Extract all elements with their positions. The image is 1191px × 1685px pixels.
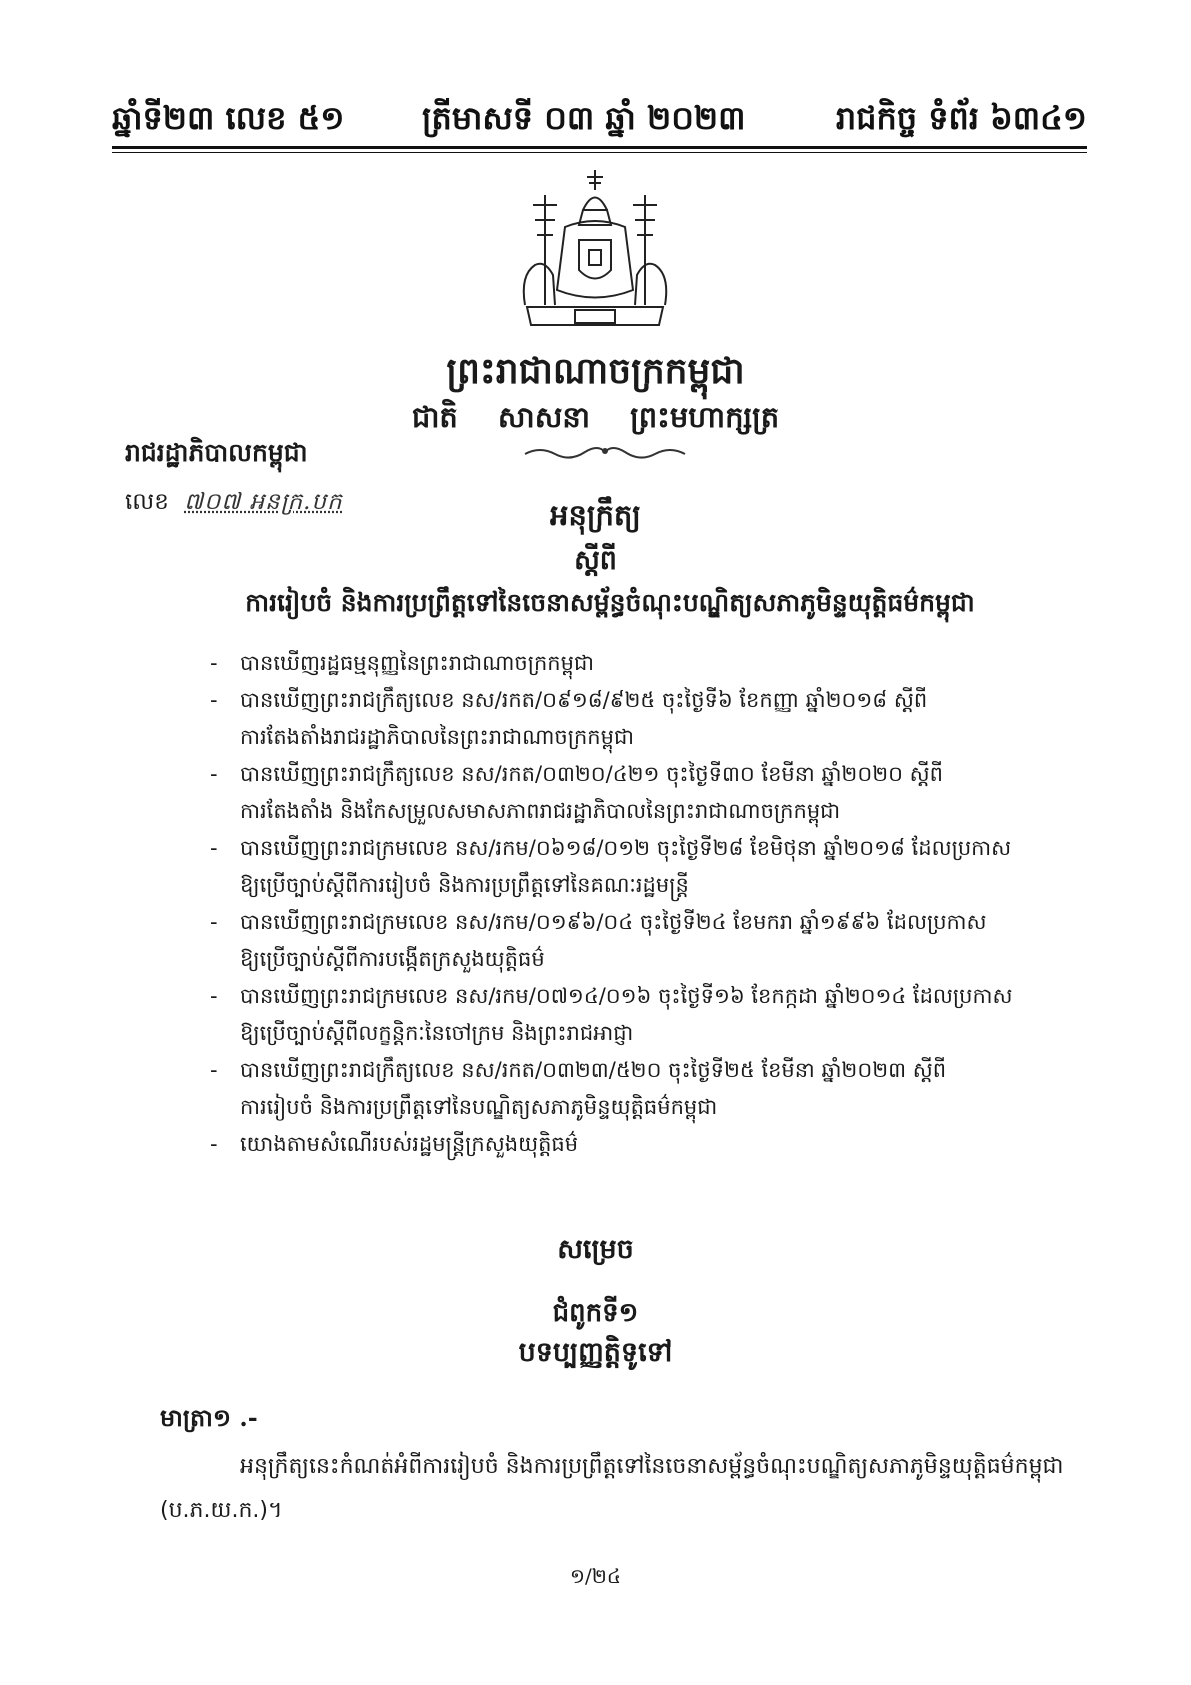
header-rule-thick <box>112 146 1087 149</box>
reference-line: ការតែងតាំងរាជរដ្ឋាភិបាលនៃព្រះរាជាណាចក្រកម្ពុជា <box>240 725 634 749</box>
reference-line: ការរៀបចំ និងការប្រព្រឹត្តទៅនៃបណ្ឌិត្យសភាភូមិន្ទយុត្តិធម៌កម្ពុជា <box>240 1095 718 1119</box>
list-item <box>210 978 1080 1052</box>
list-item <box>210 1052 1080 1126</box>
reference-line: - បានឃើញព្រះរាជក្រមលេខ នស/រកម/០៧១៤/០១៦ ចុះថ្ងៃទី១៦ ខែកក្កដា ឆ្នាំ២០១៤ ដែលប្រកាស <box>240 984 1013 1008</box>
reference-line: - បានឃើញរដ្ឋធម្មនុញ្ញនៃព្រះរាជាណាចក្រកម្ពុជា <box>240 651 594 675</box>
reference-line: - បានឃើញព្រះរាជក្រមលេខ នស/រកម/០១៩៦/០៤ ចុះថ្ងៃទី២៤ ខែមករា ឆ្នាំ១៩៩៦ ដែលប្រកាស <box>240 910 987 934</box>
gazette-header <box>112 90 1087 150</box>
document-subject: ការរៀបចំ និងការប្រព្រឹត្តទៅនៃចេនាសម្ព័ន្ធចំណុះបណ្ឌិត្យសភាភូមិន្ទយុត្តិធម៌កម្ពុជា <box>245 588 975 617</box>
reference-line: ឱ្យប្រើច្បាប់ស្តីពីលក្ខន្តិកៈនៃចៅក្រម និងព្រះរាជអាជ្ញា <box>240 1021 634 1045</box>
ornament-divider-icon <box>520 440 690 462</box>
kingdom-title: ព្រះរាជាណាចក្រកម្ពុជា <box>446 350 745 392</box>
reference-line: - បានឃើញព្រះរាជក្រឹត្យលេខ នស/រកត/០៣២០/៤២១ ចុះថ្ងៃទី៣០ ខែមីនា ឆ្នាំ២០២០ ស្តីពី <box>240 762 943 786</box>
reference-list <box>210 645 1080 1163</box>
reference-line: - បានឃើញព្រះរាជក្រមលេខ នស/រកម/០៦១៨/០១២ ចុះថ្ងៃទី២៨ ខែមិថុនា ឆ្នាំ២០១៨ ដែលប្រកាស <box>240 836 1012 860</box>
national-motto: ជាតិ សាសនា ព្រះមហាក្សត្រ <box>411 400 780 434</box>
chapter-number: ជំពូកទី១ <box>552 1298 639 1328</box>
list-item <box>210 1126 1080 1163</box>
header-rule-thin <box>112 152 1087 153</box>
chapter-title: បទប្បញ្ញត្តិទូទៅ <box>518 1337 673 1368</box>
reference-line: - យោងតាមសំណើរបស់រដ្ឋមន្ត្រីក្រសួងយុត្តិធម៌ <box>240 1132 579 1156</box>
list-item <box>210 756 1080 830</box>
document-type: អនុក្រឹត្យ <box>550 498 641 532</box>
reference-line: - បានឃើញព្រះរាជក្រឹត្យលេខ នស/រកត/០៩១៨/៩២៥ ចុះថ្ងៃទី៦ ខែកញ្ញា ឆ្នាំ២០១៨ ស្តីពី <box>240 688 928 712</box>
reference-line: ឱ្យប្រើច្បាប់ស្តីពីការរៀបចំ និងការប្រព្រឹត្តទៅនៃគណៈរដ្ឋមន្ត្រី <box>240 873 689 897</box>
reference-line: - បានឃើញព្រះរាជក្រឹត្យលេខ នស/រកត/០៣២៣/៥២០ ចុះថ្ងៃទី២៥ ខែមីនា ឆ្នាំ២០២៣ ស្តីពី <box>240 1058 947 1082</box>
gazette-page: រាជកិច្ច ទំព័រ ៦៣៤១ <box>835 99 1087 137</box>
page-number: ១/២៤ <box>569 1564 622 1588</box>
list-item <box>210 904 1080 978</box>
gazette-issue: ឆ្នាំទី២៣ លេខ ៥១ <box>112 99 345 137</box>
government-name: រាជរដ្ឋាភិបាលកម្ពុជា <box>125 438 308 467</box>
royal-coat-of-arms-icon <box>505 165 685 340</box>
reference-line: ឱ្យប្រើច្បាប់ស្តីពីការបង្កើតក្រសួងយុត្តិធម៌ <box>240 947 545 971</box>
decision-heading: សម្រេច <box>557 1234 634 1265</box>
reference-line: ការតែងតាំង និងកែសម្រួលសមាសភាពរាជរដ្ឋាភិបាលនៃព្រះរាជាណាចក្រកម្ពុជា <box>240 799 841 823</box>
list-item <box>210 830 1080 904</box>
list-item <box>210 645 1080 682</box>
gazette-quarter: ត្រីមាសទី ០៣ ឆ្នាំ ២០២៣ <box>422 99 746 137</box>
list-item <box>210 682 1080 756</box>
article-body: អនុក្រឹត្យនេះកំណត់អំពីការរៀបចំ និងការប្រព្រឹត្តទៅនៃចេនាសម្ព័ន្ធចំណុះបណ្ឌិត្យសភាភូមិន្ទយុត្តិធម៌កម្ពុជា (ប.ភ.យ.ក.)។ <box>160 1454 1064 1523</box>
decree-number-value: ៧០៧ អនក្រ.បក <box>184 489 343 515</box>
about-label: ស្តីពី <box>574 545 617 576</box>
decree-number-label: លេខ <box>125 489 169 515</box>
article-label: មាត្រា១ .- <box>160 1403 258 1432</box>
